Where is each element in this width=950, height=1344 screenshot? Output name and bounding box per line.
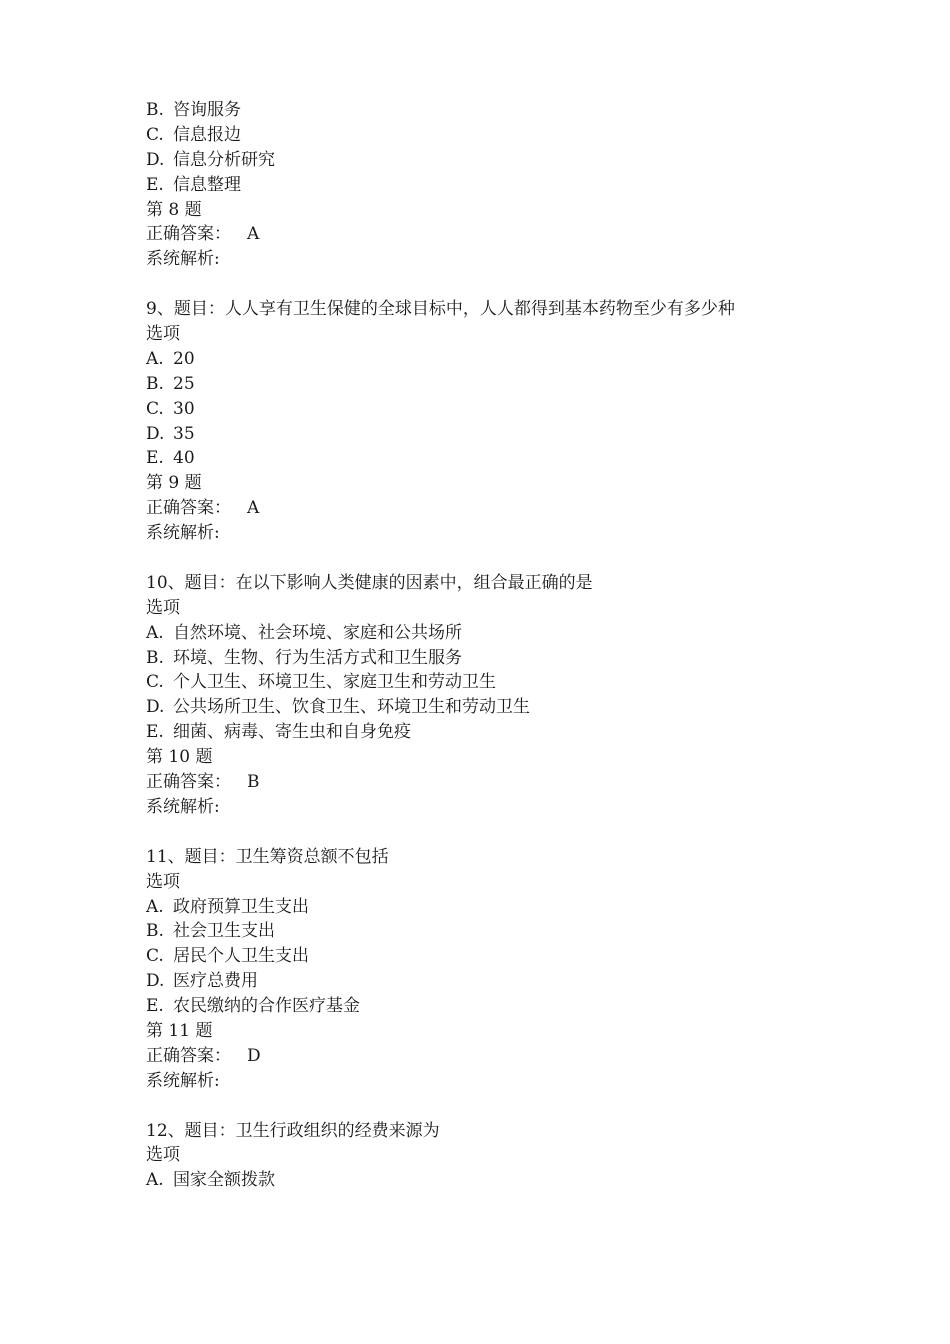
- question-number: 第 11 题: [146, 1020, 213, 1041]
- option-text: 公共场所卫生、饮食卫生、环境卫生和劳动卫生: [173, 697, 530, 718]
- question-12-block: [146, 1119, 846, 1194]
- option-row: [146, 446, 846, 471]
- spacer: [146, 272, 846, 297]
- analysis-label: 系统解析:: [146, 1070, 220, 1091]
- analysis-label: 系统解析:: [146, 796, 220, 817]
- option-letter: D.: [146, 149, 165, 170]
- option-row: [146, 422, 846, 447]
- spacer: [146, 546, 846, 571]
- option-text: 居民个人卫生支出: [173, 946, 309, 967]
- option-text: 信息分析研究: [173, 149, 275, 170]
- option-row: [146, 347, 846, 372]
- option-letter: B.: [146, 100, 164, 120]
- option-text: 20: [173, 348, 195, 369]
- option-text: 信息报边: [173, 124, 241, 145]
- question-number: 第 9 题: [146, 473, 202, 494]
- option-text: 自然环境、社会环境、家庭和公共场所: [173, 622, 462, 643]
- spacer: [146, 820, 846, 845]
- option-letter: C.: [146, 672, 164, 693]
- question-title: 11、题目：卫生筹资总额不包括: [146, 846, 389, 867]
- option-letter: C.: [146, 398, 164, 419]
- option-row: [146, 994, 846, 1019]
- document-page: [146, 98, 846, 1193]
- options-label: 选项: [146, 1145, 180, 1166]
- spacer: [146, 1094, 846, 1119]
- option-row: [146, 123, 846, 148]
- option-letter: A.: [146, 896, 164, 917]
- option-letter: A.: [146, 622, 164, 643]
- option-text: 信息整理: [173, 174, 241, 195]
- answer-row: [146, 770, 846, 795]
- option-text: 社会卫生支出: [173, 921, 275, 942]
- question-number: 第 10 题: [146, 747, 213, 768]
- answer-value: A: [247, 224, 260, 245]
- question-number: 第 8 题: [146, 199, 202, 220]
- option-letter: B.: [146, 921, 164, 942]
- option-row: [146, 944, 846, 969]
- option-text: 25: [173, 373, 195, 394]
- option-letter: C.: [146, 946, 164, 967]
- analysis-label: 系统解析:: [146, 249, 220, 270]
- options-label: 选项: [146, 324, 180, 345]
- option-letter: B.: [146, 373, 164, 394]
- answer-label: 正确答案：: [146, 772, 231, 793]
- option-letter: E.: [146, 996, 164, 1017]
- options-label: 选项: [146, 597, 180, 618]
- option-text: 35: [173, 423, 195, 444]
- answer-label: 正确答案：: [146, 224, 231, 245]
- option-text: 环境、生物、行为生活方式和卫生服务: [173, 647, 462, 668]
- option-row: [146, 621, 846, 646]
- option-text: 30: [173, 398, 195, 419]
- option-letter: E.: [146, 174, 164, 195]
- option-text: 国家全额拨款: [173, 1170, 275, 1191]
- option-text: 个人卫生、环境卫生、家庭卫生和劳动卫生: [173, 672, 496, 693]
- option-row: [146, 919, 846, 944]
- option-row: [146, 397, 846, 422]
- option-row: [146, 372, 846, 397]
- question-title: 10、题目：在以下影响人类健康的因素中，组合最正确的是: [146, 572, 593, 593]
- question-10-block: [146, 571, 846, 820]
- option-row: [146, 646, 846, 671]
- option-row: [146, 98, 846, 123]
- option-text: 政府预算卫生支出: [173, 896, 309, 917]
- option-row: [146, 1168, 846, 1193]
- answer-row: [146, 1044, 846, 1069]
- answer-row: [146, 222, 846, 247]
- option-letter: D.: [146, 697, 165, 718]
- option-letter: C.: [146, 124, 164, 145]
- question-9-block: [146, 297, 846, 546]
- option-letter: A.: [146, 348, 164, 369]
- answer-value: D: [247, 1045, 261, 1066]
- question-title: 12、题目：卫生行政组织的经费来源为: [146, 1120, 440, 1141]
- option-letter: B.: [146, 647, 164, 668]
- option-letter: D.: [146, 971, 165, 992]
- option-row: [146, 969, 846, 994]
- answer-row: [146, 496, 846, 521]
- analysis-label: 系统解析:: [146, 523, 220, 544]
- answer-label: 正确答案：: [146, 498, 231, 519]
- option-text: 医疗总费用: [173, 971, 258, 992]
- answer-label: 正确答案：: [146, 1045, 231, 1066]
- option-letter: E.: [146, 448, 164, 469]
- option-row: [146, 173, 846, 198]
- option-row: [146, 720, 846, 745]
- option-row: [146, 695, 846, 720]
- option-letter: A.: [146, 1170, 164, 1191]
- answer-value: A: [247, 498, 260, 519]
- option-text: 40: [173, 448, 195, 469]
- question-title: 9、题目：人人享有卫生保健的全球目标中，人人都得到基本药物至少有多少种: [146, 299, 735, 320]
- options-label: 选项: [146, 871, 180, 892]
- option-text: 咨询服务: [173, 100, 241, 120]
- answer-value: B: [247, 772, 260, 793]
- option-text: 细菌、病毒、寄生虫和自身免疫: [173, 722, 411, 743]
- option-row: [146, 148, 846, 173]
- option-row: [146, 895, 846, 920]
- question-8-block: [146, 98, 846, 272]
- question-11-block: [146, 845, 846, 1094]
- option-letter: E.: [146, 722, 164, 743]
- option-text: 农民缴纳的合作医疗基金: [173, 996, 360, 1017]
- option-letter: D.: [146, 423, 165, 444]
- option-row: [146, 670, 846, 695]
